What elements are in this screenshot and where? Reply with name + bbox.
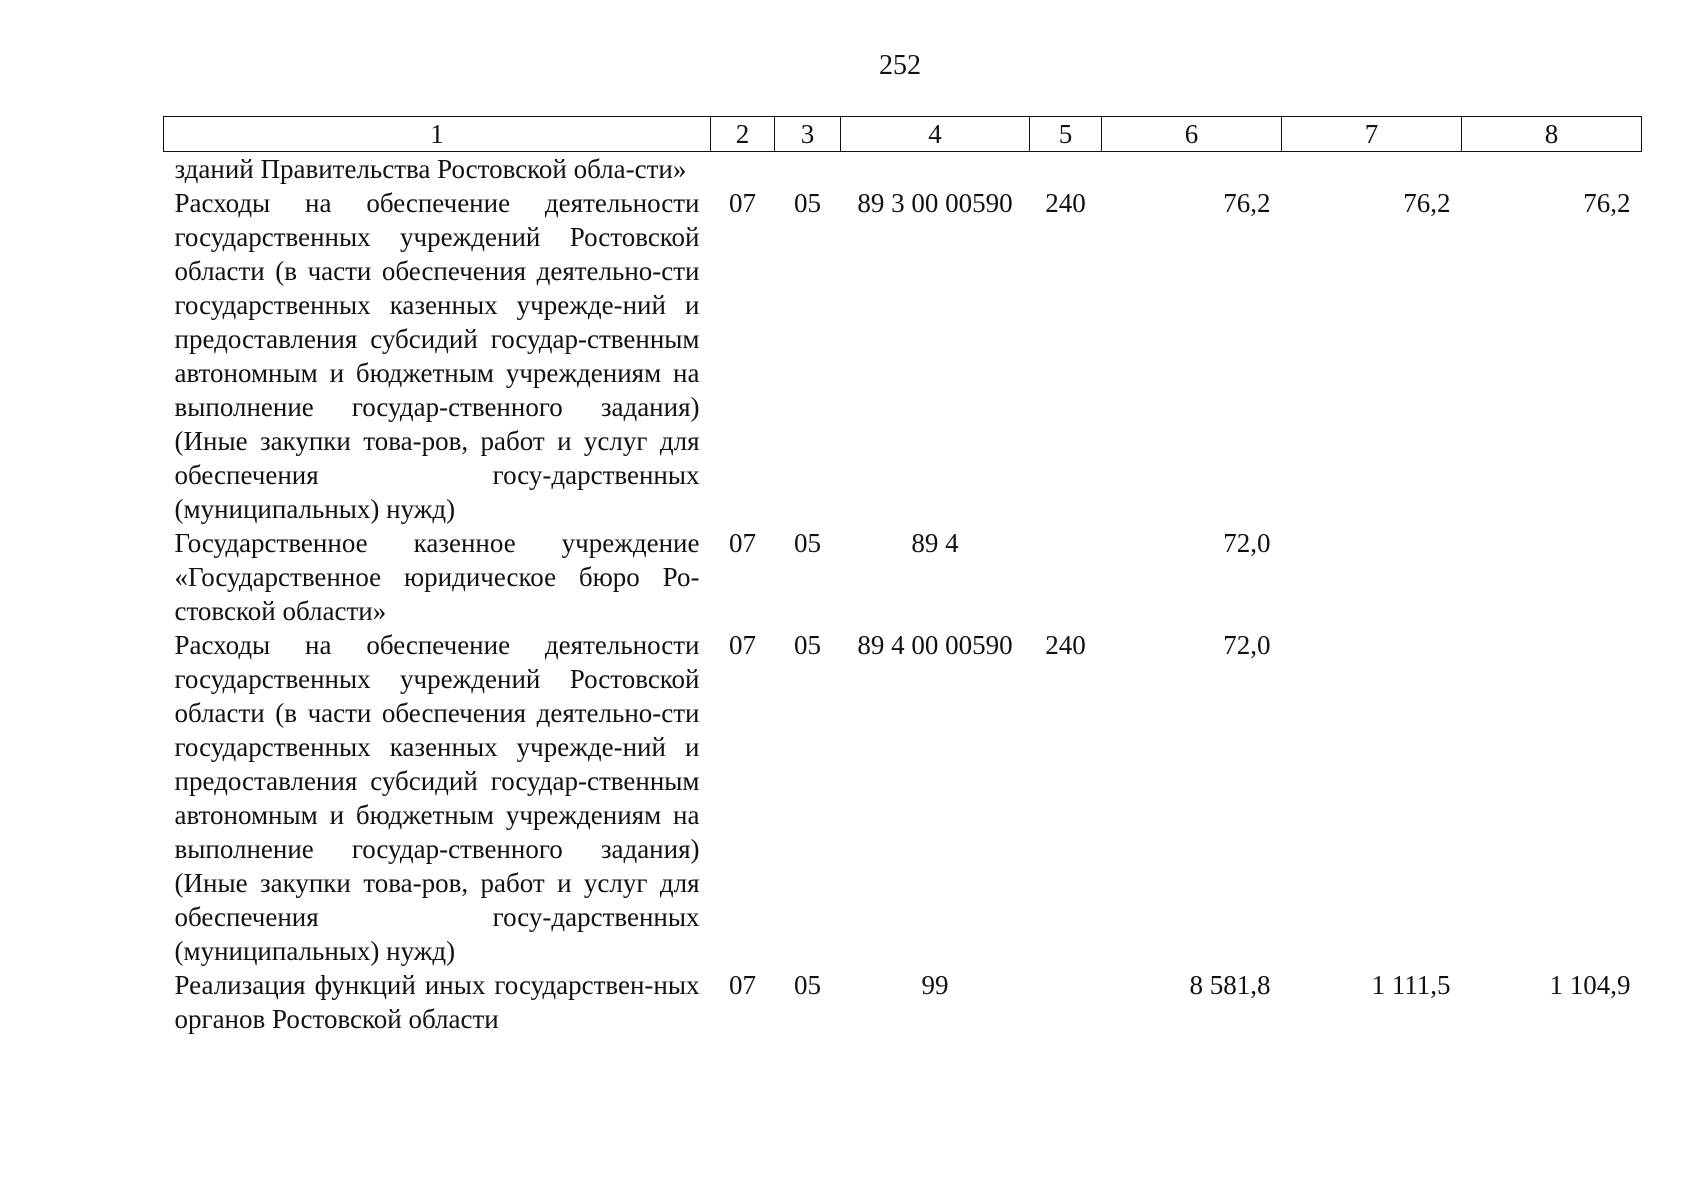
cell-target-article: 89 3 00 00590: [857, 188, 1013, 218]
cell-amount-8: [1462, 152, 1642, 187]
cell-subsection: 05: [794, 188, 821, 218]
table-row: [164, 628, 1642, 968]
cell-section: 07: [729, 528, 756, 558]
budget-table: [163, 116, 1642, 1036]
cell-target-article: 89 4 00 00590: [857, 630, 1013, 660]
cell-target-article: [841, 152, 1030, 187]
row-description: Расходы на обеспечение деятельности государственных учреждений Ростовской области (в части обеспечения деятельно-сти государственных казенных учрежде-ний и предоставления субсидий государ-ственным автономным и бюджетным учреждениям на выполнение государ-ственного задания) (Иные закупки това-ров, работ и услуг для обеспечения госу-дарственных (муниципальных) нужд): [174, 188, 700, 524]
column-header-5: 5: [1030, 117, 1102, 152]
cell-amount-7: [1282, 526, 1462, 628]
cell-amount-6: 72,0: [1223, 528, 1271, 558]
column-header-2: 2: [711, 117, 775, 152]
page-number: 252: [879, 50, 921, 81]
cell-section: 07: [729, 188, 756, 218]
cell-amount-7: [1282, 628, 1462, 968]
cell-amount-8: 1 104,9: [1549, 970, 1631, 1000]
cell-expense-type: [1030, 152, 1102, 187]
row-description: Расходы на обеспечение деятельности государственных учреждений Ростовской области (в части обеспечения деятельно-сти государственных казенных учрежде-ний и предоставления субсидий государ-ственным автономным и бюджетным учреждениям на выполнение государ-ственного задания) (Иные закупки това-ров, работ и услуг для обеспечения госу-дарственных (муниципальных) нужд): [174, 630, 700, 966]
cell-section: [711, 152, 775, 187]
table-row: [164, 186, 1642, 526]
cell-subsection: 05: [794, 970, 821, 1000]
cell-expense-type: [1030, 526, 1102, 628]
cell-section: 07: [729, 970, 756, 1000]
cell-expense-type: 240: [1045, 188, 1086, 218]
cell-amount-7: 76,2: [1403, 188, 1451, 218]
table-row: [164, 152, 1642, 187]
table-row: [164, 968, 1642, 1036]
column-header-3: 3: [775, 117, 841, 152]
cell-amount-8: 76,2: [1583, 188, 1631, 218]
column-header-6: 6: [1102, 117, 1282, 152]
cell-amount-8: [1462, 628, 1642, 968]
table-row: [164, 526, 1642, 628]
column-header-1: 1: [164, 117, 711, 152]
cell-amount-6: 72,0: [1223, 630, 1271, 660]
cell-amount-8: [1462, 526, 1642, 628]
row-description: Государственное казенное учреждение «Государственное юридическое бюро Ро-стовской области»: [174, 528, 700, 626]
cell-expense-type: 240: [1045, 630, 1086, 660]
cell-subsection: 05: [794, 528, 821, 558]
cell-expense-type: [1030, 968, 1102, 1036]
table-body: [164, 152, 1642, 1037]
row-description: зданий Правительства Ростовской обла-сти»: [174, 154, 687, 184]
cell-section: 07: [729, 630, 756, 660]
cell-amount-6: [1102, 152, 1282, 187]
cell-subsection: [775, 152, 841, 187]
cell-amount-7: 1 111,5: [1371, 970, 1451, 1000]
cell-target-article: 99: [921, 970, 949, 1000]
table-header: [164, 117, 1642, 152]
column-header-8: 8: [1462, 117, 1642, 152]
cell-subsection: 05: [794, 630, 821, 660]
header-row: [164, 117, 1642, 152]
column-header-4: 4: [841, 117, 1030, 152]
column-header-7: 7: [1282, 117, 1462, 152]
cell-amount-7: [1282, 152, 1462, 187]
cell-amount-6: 76,2: [1223, 188, 1271, 218]
cell-target-article: 89 4: [911, 528, 959, 558]
row-description: Реализация функций иных государствен-ных органов Ростовской области: [174, 970, 700, 1034]
cell-amount-6: 8 581,8: [1189, 970, 1271, 1000]
